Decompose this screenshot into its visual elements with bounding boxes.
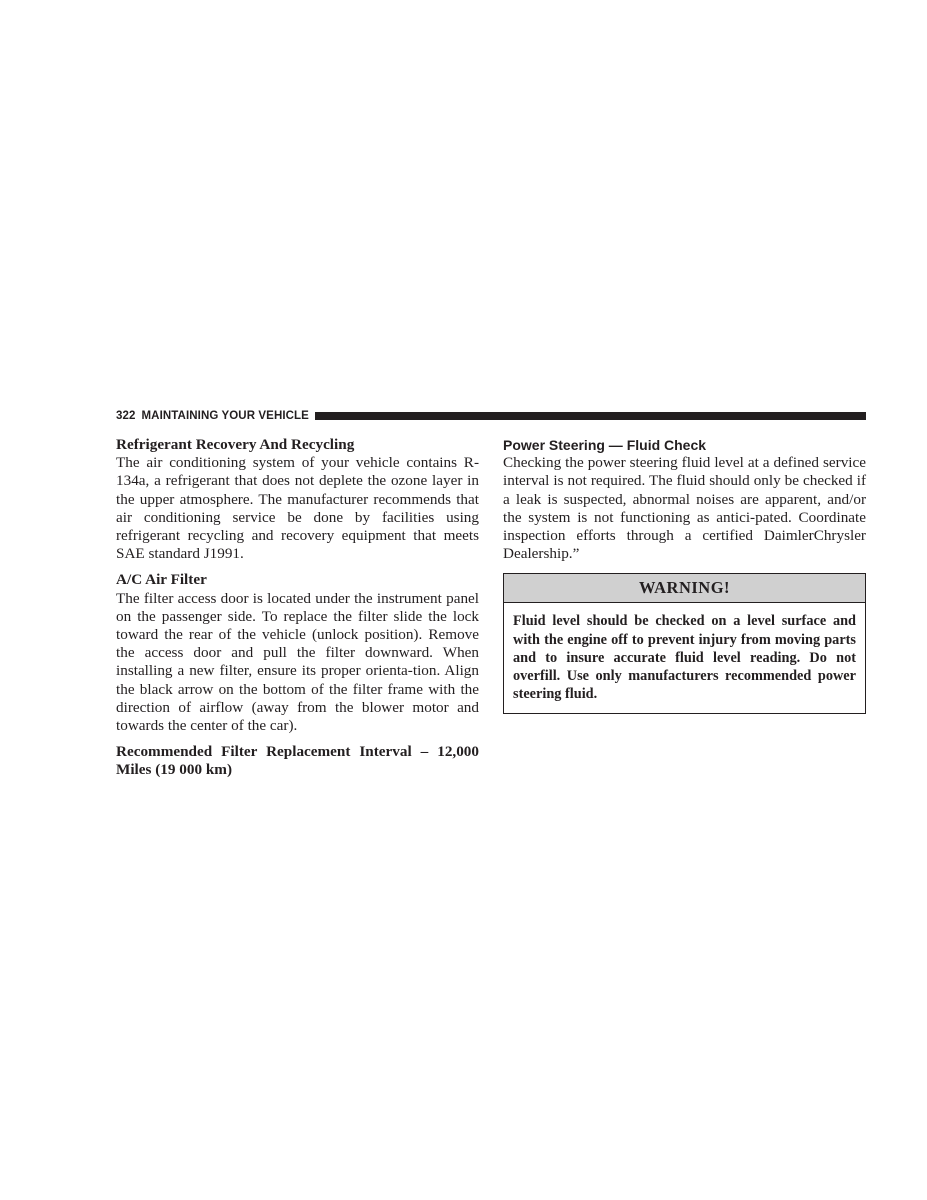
power-steering-paragraph: Checking the power steering fluid level at a defined service interval is not required. The fluid should only be checked if a leak is suspected, abnormal noises are apparent, and/or the system is not functioning as antici-pated. Coordinate inspection efforts through a certified DaimlerChrysler Dealership.” bbox=[503, 454, 866, 563]
ac-filter-paragraph: The filter access door is located under the instrument panel on the passenger side. To replace the filter slide the lock toward the rear of the vehicle (unlock position). Remove the access door and pull the filter downward. When installing a new filter, ensure its proper orienta-tion. Align the black arrow on the bottom of the filter frame with the direction of airflow (away from the blower motor and towards the center of the car). bbox=[116, 589, 479, 735]
refrigerant-heading: Refrigerant Recovery And Recycling bbox=[116, 436, 355, 453]
left-column bbox=[116, 436, 479, 780]
power-steering-heading: Power Steering — Fluid Check bbox=[503, 437, 707, 453]
warning-text: Fluid level should be checked on a level surface and with the engine off to prevent injury from moving parts and to insure accurate fluid level reading. Do not overfill. Use only manufacturers recommended power steering fluid. bbox=[513, 613, 856, 703]
refrigerant-paragraph: The air conditioning system of your vehicle contains R-134a, a refrigerant that does not deplete the ozone layer in the upper atmosphere. The manufacturer recommends that air conditioning service be done by facilities using refrigerant recycling and recovery equipment that meets SAE standard J1991. bbox=[116, 454, 479, 563]
ac-filter-heading: A/C Air Filter bbox=[116, 571, 207, 589]
page-header bbox=[116, 408, 866, 424]
filter-interval-heading: Recommended Filter Replacement Interval – 12,000 Miles (19 000 km) bbox=[116, 743, 479, 779]
page-number: 322 bbox=[116, 410, 136, 422]
warning-title: WARNING! bbox=[504, 574, 865, 603]
right-column bbox=[503, 436, 866, 714]
header-rule bbox=[315, 412, 866, 420]
warning-box bbox=[503, 573, 866, 714]
section-title: MAINTAINING YOUR VEHICLE bbox=[141, 410, 309, 422]
